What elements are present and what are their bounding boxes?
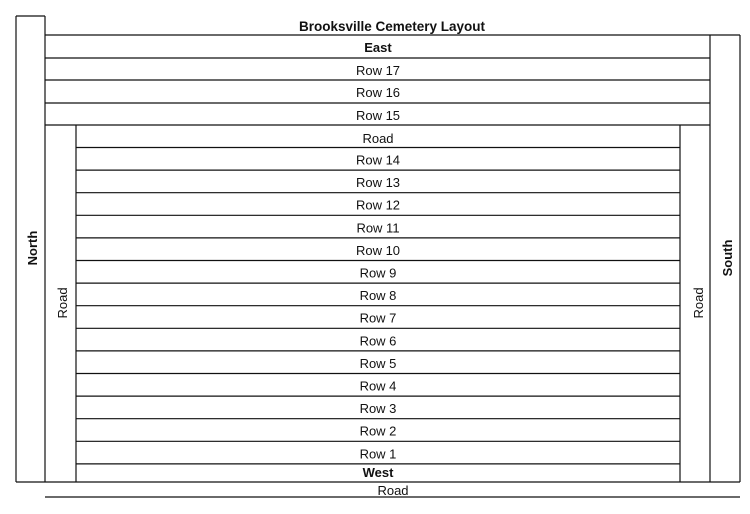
- south-label: South: [720, 239, 735, 277]
- inner-row-dividers: [76, 148, 680, 464]
- row-label: Row 15: [355, 108, 401, 123]
- row-label: Row 13: [355, 175, 401, 191]
- row-label: Row 7: [359, 310, 397, 326]
- row-label: Row 10: [355, 242, 401, 258]
- road-label-top: Road: [362, 131, 394, 146]
- inner-rows: [356, 153, 400, 462]
- road-label-left: Road: [55, 287, 70, 319]
- row-label: Row 16: [355, 85, 401, 100]
- row-label: Row 1: [359, 446, 397, 462]
- road-label-bottom: Road: [377, 483, 409, 498]
- west-label: West: [362, 465, 394, 480]
- row-label: Row 4: [359, 378, 397, 394]
- row-label: Row 12: [355, 197, 401, 213]
- east-label: East: [364, 40, 392, 55]
- row-label: Row 17: [355, 63, 401, 78]
- north-label: North: [25, 230, 40, 266]
- row-label: Row 6: [359, 333, 397, 349]
- row-label: Row 11: [356, 220, 400, 236]
- row-label: Row 9: [359, 265, 397, 281]
- row-label: Row 5: [359, 355, 397, 371]
- row-label: Row 14: [355, 152, 401, 168]
- diagram-title: Brooksville Cemetery Layout: [298, 19, 486, 34]
- row-label: Row 8: [359, 288, 397, 304]
- road-label-right: Road: [691, 287, 706, 319]
- outer-rows: [356, 63, 400, 123]
- row-label: Row 2: [359, 423, 397, 439]
- row-label: Row 3: [359, 401, 397, 417]
